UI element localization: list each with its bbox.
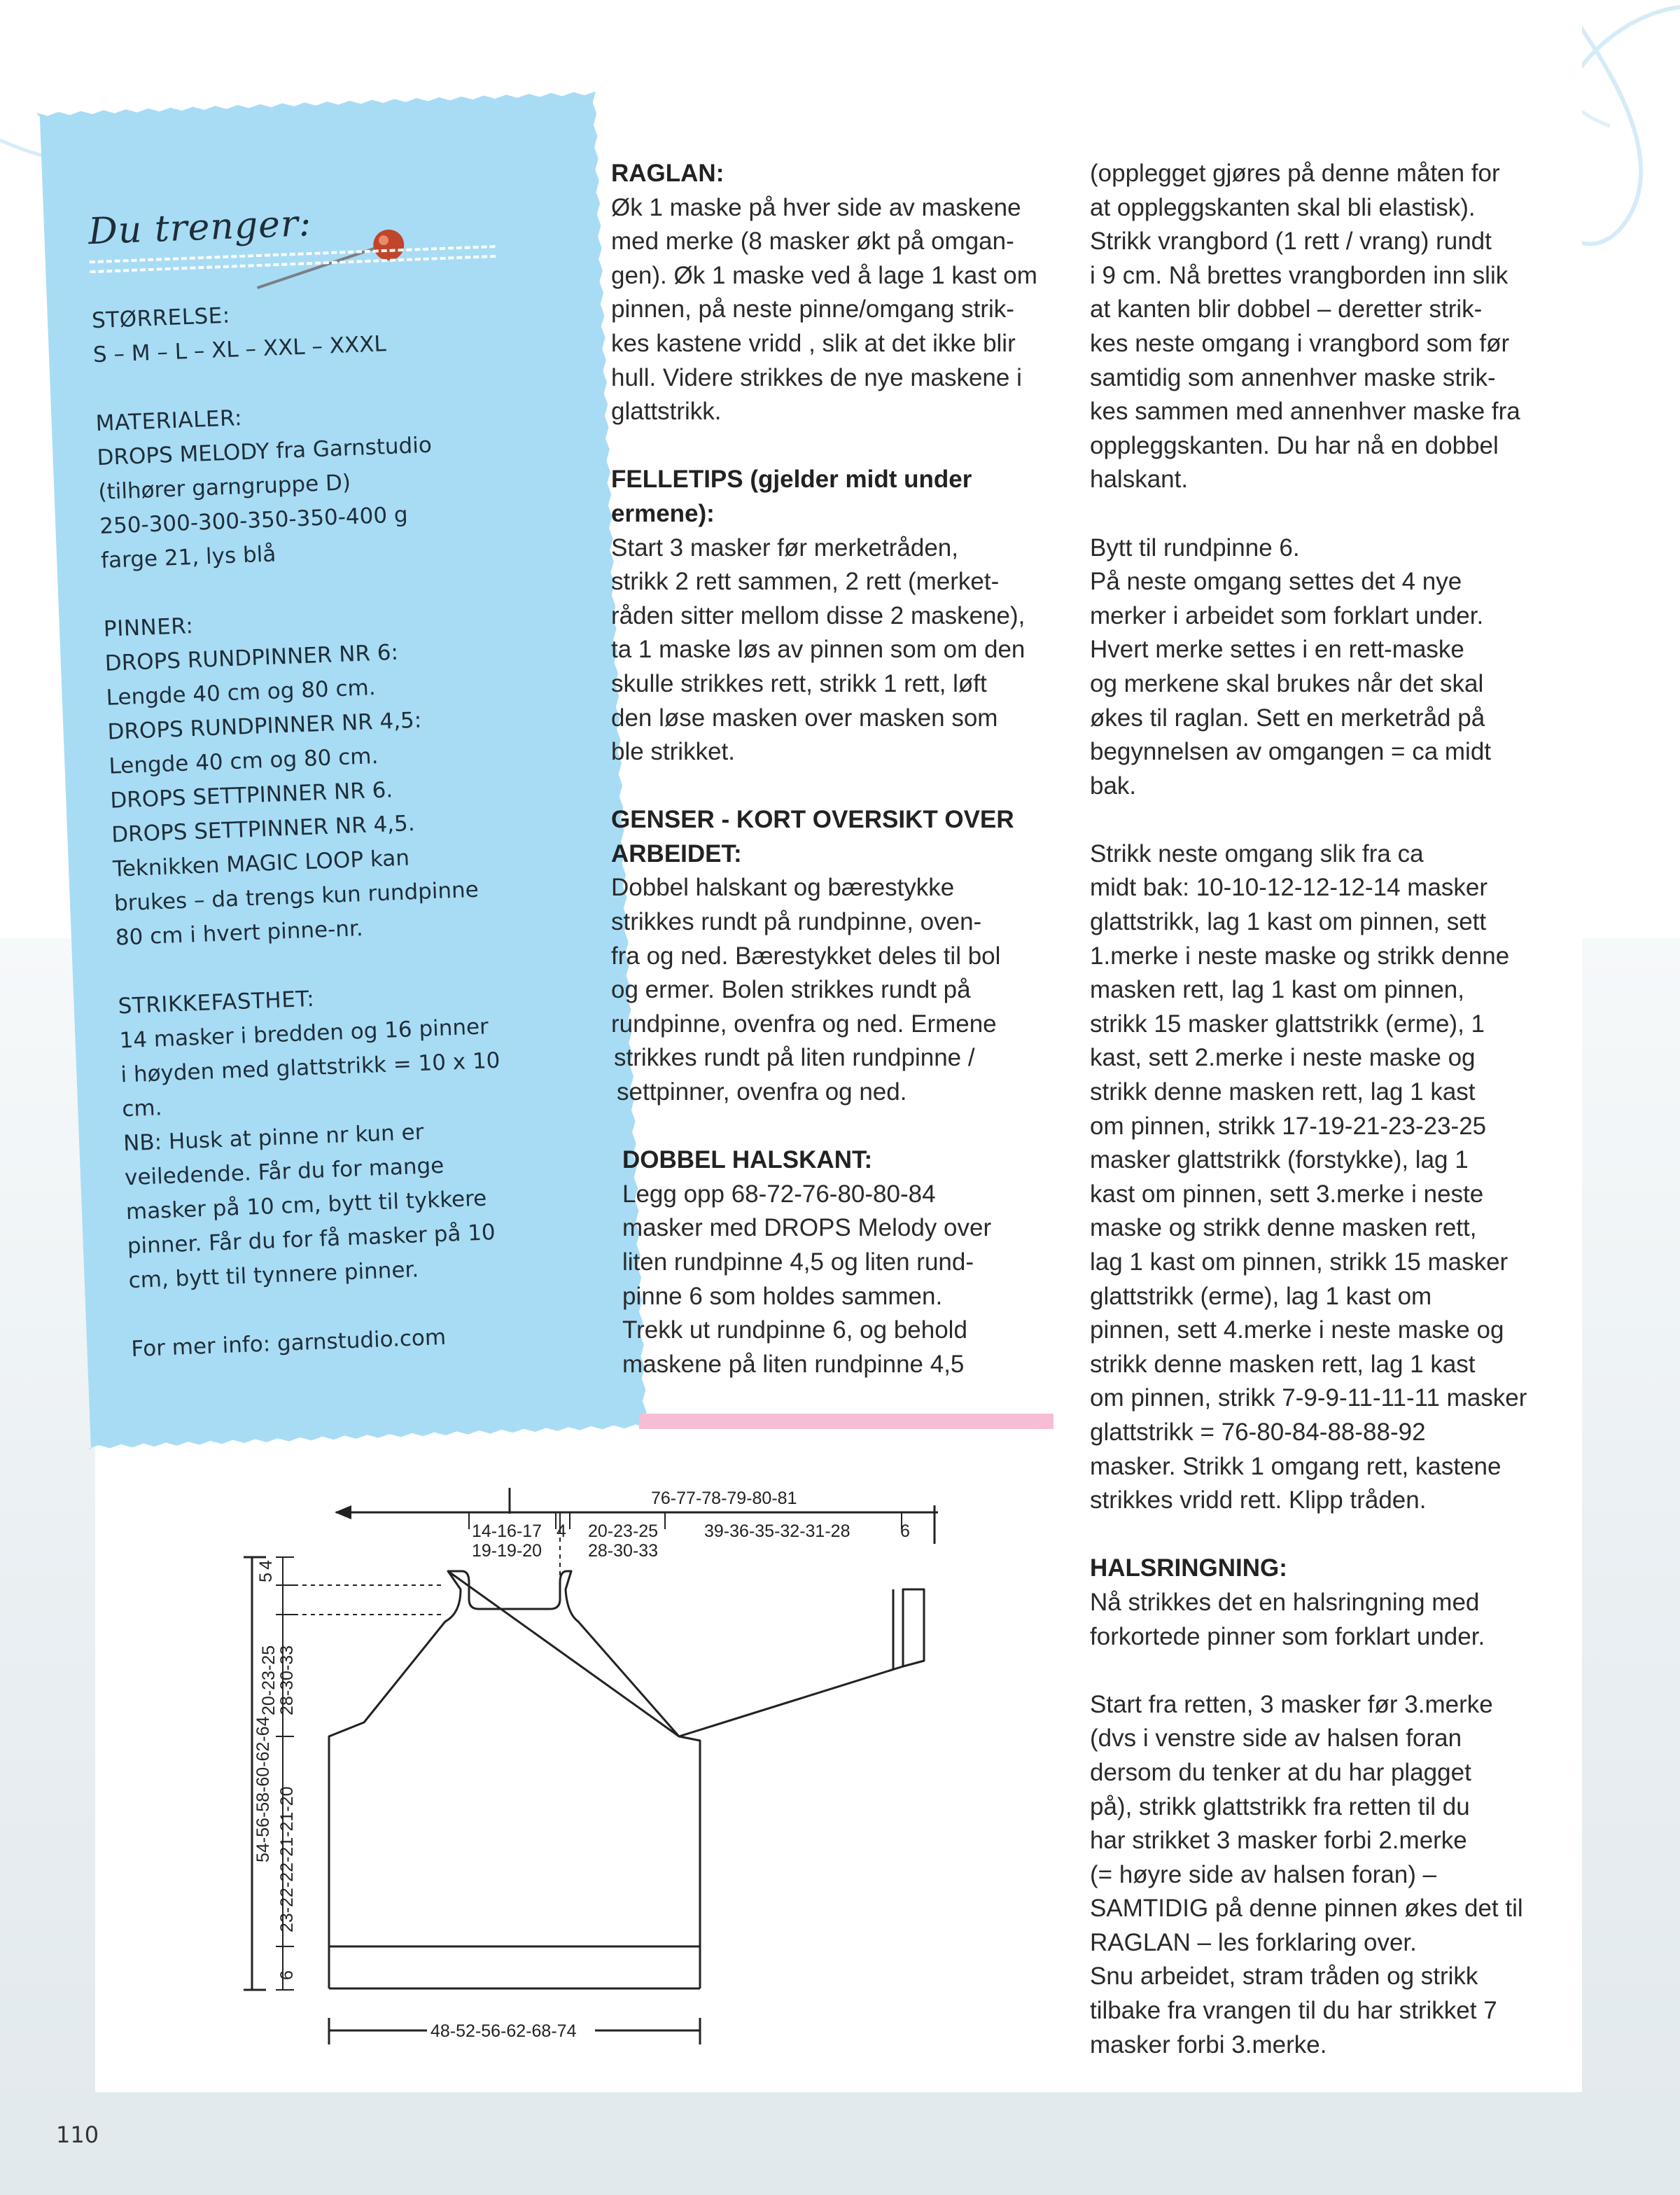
text-line: maskene på liten rundpinne 4,5 <box>622 1350 965 1378</box>
card-section-heading: PINNER: <box>103 613 194 642</box>
dim-yoke-height-b: 28-30-33 <box>277 1645 297 1715</box>
text-line: kes neste omgang i vrangbord som før <box>1090 329 1510 357</box>
text-line: maske og strikk denne masken rett, <box>1090 1214 1477 1242</box>
dim-total-height: 54-56-58-60-62-64 <box>253 1716 273 1862</box>
text-line: merker i arbeidet som forklart under. <box>1090 601 1484 629</box>
card-text-line: Lengde 40 cm og 80 cm. <box>106 675 377 711</box>
text-line: glattstrikk, lag 1 kast om pinnen, sett <box>1090 908 1487 936</box>
text-line: samtidig som annenhver maske strik- <box>1090 363 1496 391</box>
text-line: (dvs i venstre side av halsen foran <box>1090 1724 1462 1752</box>
paragraph-spacer <box>1090 1654 1552 1688</box>
text-line: strikk denne masken rett, lag 1 kast <box>1090 1350 1476 1378</box>
text-line: Trekk ut rundpinne 6, og behold <box>622 1316 967 1344</box>
text-line: 1.merke i neste maske og strikk denne <box>1090 942 1510 970</box>
dim-neck-height-1: 5 <box>256 1573 276 1582</box>
card-text-line: i høyden med glattstrikk = 10 x 10 <box>120 1047 501 1088</box>
dim-yoke-height-a: 20-23-25 <box>259 1645 279 1715</box>
card-text-line: veiledende. Får du for mange <box>124 1152 444 1191</box>
text-line: pinnen, på neste pinne/omgang strik- <box>611 295 1014 323</box>
section-heading: ARBEIDET: <box>611 839 742 867</box>
paragraph-spacer <box>611 1110 1066 1144</box>
text-line: at oppleggskanten skal bli elastisk). <box>1090 193 1476 221</box>
dim-neck-b: 19-19-20 <box>472 1541 542 1561</box>
text-line: (= høyre side av halsen foran) – <box>1090 1860 1437 1888</box>
card-text-line: cm, bytt til tynnere pinner. <box>128 1257 419 1294</box>
card-text-line: DROPS SETTPINNER NR 6. <box>109 777 393 814</box>
text-line: Nå strikkes det en halsringning med <box>1090 1588 1480 1616</box>
card-text-line: (tilhører garngruppe D) <box>97 470 351 506</box>
accent-bar <box>639 1414 1054 1429</box>
text-line: på), strikk glattstrikk fra retten til du <box>1090 1792 1470 1820</box>
card-text-line: masker på 10 cm, bytt til tykkere <box>125 1185 487 1225</box>
text-line: har strikket 3 masker forbi 2.merke <box>1090 1827 1467 1855</box>
text-line: liten rundpinne 4,5 og liten rund- <box>622 1248 974 1276</box>
section-heading: DOBBEL HALSKANT: <box>622 1146 873 1174</box>
text-line: begynnelsen av omgangen = ca midt <box>1090 738 1492 766</box>
text-line: Øk 1 maske på hver side av maskene <box>611 193 1021 221</box>
card-text-line: 250-300-300-350-350-400 g <box>99 502 409 539</box>
dim-bottom-width: 48-52-56-62-68-74 <box>430 2021 577 2041</box>
card-text-line: cm. <box>121 1095 163 1122</box>
section-heading: HALSRINGNING: <box>1090 1554 1287 1582</box>
paragraph-spacer <box>1090 497 1552 531</box>
sweater-schematic <box>238 1484 938 2058</box>
card-title: Du trenger: <box>88 202 313 253</box>
text-line: rundpinne, ovenfra og ned. Ermene <box>611 1010 997 1038</box>
card-text-line: DROPS SETTPINNER NR 4,5. <box>111 811 416 848</box>
section-heading: FELLETIPS (gjelder midt under <box>611 466 972 494</box>
text-line: strikkes vridd rett. Klipp tråden. <box>1090 1486 1427 1514</box>
text-line: Dobbel halskant og bærestykke <box>611 874 955 902</box>
dim-yoke-b: 28-30-33 <box>588 1541 659 1561</box>
card-text-line: DROPS RUNDPINNER NR 4,5: <box>106 707 422 745</box>
text-line: pinne 6 som holdes sammen. <box>622 1282 943 1310</box>
paragraph-spacer <box>1090 1518 1552 1552</box>
text-line: og ermer. Bolen strikkes rundt på <box>611 976 971 1004</box>
card-section-heading: STRIKKEFASTHET: <box>118 986 315 1019</box>
text-line: strikk 2 rett sammen, 2 rett (merket- <box>611 568 1000 596</box>
text-line: kes kastene vridd , slik at det ikke blir <box>611 329 1016 357</box>
text-line: med merke (8 masker økt på omgan- <box>611 228 1014 256</box>
text-line: dersom du tenker at du har plagget <box>1090 1758 1471 1786</box>
section-heading: GENSER - KORT OVERSIKT OVER <box>611 806 1014 834</box>
text-line: kes sammen med annenhver maske fra <box>1090 398 1520 426</box>
section-heading: RAGLAN: <box>611 160 724 187</box>
text-line: masken rett, lag 1 kast om pinnen, <box>1090 976 1464 1004</box>
text-line: glattstrikk. <box>611 398 722 426</box>
text-line: (opplegget gjøres på denne måten for <box>1090 160 1500 187</box>
card-text-line: DROPS RUNDPINNER NR 6: <box>104 639 399 676</box>
text-line: masker. Strikk 1 omgang rett, kastene <box>1090 1452 1502 1480</box>
text-line: Snu arbeidet, stram tråden og strikk <box>1090 1963 1478 1991</box>
text-line: bak. <box>1090 772 1137 800</box>
dim-body-height: 23-22-22-21-21-20 <box>277 1786 297 1932</box>
card-lines <box>91 286 594 1367</box>
dim-yoke-a: 20-23-25 <box>588 1521 659 1541</box>
instructions-column-right <box>1090 157 1552 2062</box>
card-text-line: NB: Husk at pinne nr kun er <box>122 1119 425 1157</box>
card-text-line: 80 cm i hvert pinne-nr. <box>115 916 364 951</box>
arrow-head-icon <box>335 1505 351 1519</box>
text-line: halskant. <box>1090 466 1189 494</box>
text-line: lag 1 kast om pinnen, strikk 15 masker <box>1090 1248 1508 1276</box>
dim-sleeve-length: 39-36-35-32-31-28 <box>704 1521 850 1541</box>
text-line: ta 1 maske løs av pinnen som om den <box>611 636 1026 664</box>
dim-neck-a: 14-16-17 <box>472 1521 542 1541</box>
paragraph-spacer <box>1090 803 1552 837</box>
card-section-heading: STØRRELSE: <box>91 302 231 334</box>
text-line: strikk 15 masker glattstrikk (erme), 1 <box>1090 1010 1485 1038</box>
text-line: kast, sett 2.merke i neste maske og <box>1090 1044 1476 1072</box>
text-line: glattstrikk = 76-80-84-88-88-92 <box>1090 1418 1426 1446</box>
dim-cuff: 6 <box>900 1521 910 1541</box>
card-text-line: brukes – da trengs kun rundpinne <box>113 877 479 917</box>
text-line: Legg opp 68-72-76-80-80-84 <box>622 1180 936 1208</box>
text-line: masker forbi 3.merke. <box>1090 2030 1327 2058</box>
text-line: glattstrikk (erme), lag 1 kast om <box>1090 1282 1432 1310</box>
text-line: pinnen, sett 4.merke i neste maske og <box>1090 1316 1504 1344</box>
text-line: om pinnen, strikk 17-19-21-23-23-25 <box>1090 1112 1487 1140</box>
paragraph-spacer <box>611 769 1066 804</box>
text-line: og merkene skal brukes når det skal <box>1090 669 1484 697</box>
card-section-heading: MATERIALER: <box>95 405 243 437</box>
text-line: Strikk vrangbord (1 rett / vrang) rundt <box>1090 228 1492 256</box>
page-number: 110 <box>56 2121 99 2148</box>
text-line: råden sitter mellom disse 2 maskene), <box>611 601 1026 629</box>
text-line: Start 3 masker før merketråden, <box>611 534 958 562</box>
card-text-line: pinner. Får du for få masker på 10 <box>127 1220 496 1260</box>
dim-top-width: 76-77-78-79-80-81 <box>651 1489 797 1508</box>
text-line: fra og ned. Bærestykket deles til bol <box>611 942 1001 970</box>
text-line: midt bak: 10-10-12-12-12-14 masker <box>1090 874 1488 902</box>
text-line: RAGLAN – les forklaring over. <box>1090 1928 1417 1956</box>
materials-card <box>36 91 648 1449</box>
text-line: gen). Øk 1 maske ved å lage 1 kast om <box>611 261 1037 289</box>
text-line: i 9 cm. Nå brettes vrangborden inn slik <box>1090 261 1508 289</box>
section-heading: ermene): <box>611 499 715 527</box>
paragraph-spacer <box>611 429 1066 464</box>
text-line: skulle strikkes rett, strikk 1 rett, løft <box>611 669 987 697</box>
text-line: den løse masken over masken som <box>611 704 998 732</box>
text-line: masker glattstrikk (forstykke), lag 1 <box>1090 1146 1469 1174</box>
card-text-line: For mer info: garnstudio.com <box>130 1324 447 1363</box>
card-text-line: Lengde 40 cm og 80 cm. <box>108 743 379 779</box>
text-line: forkortede pinner som forklart under. <box>1090 1622 1485 1650</box>
text-line: settpinner, ovenfra og ned. <box>617 1078 907 1106</box>
text-line: hull. Videre strikkes de nye maskene i <box>611 363 1022 391</box>
text-line: Bytt til rundpinne 6. <box>1090 534 1300 562</box>
text-line: kast om pinnen, sett 3.merke i neste <box>1090 1180 1484 1208</box>
text-line: SAMTIDIG på denne pinnen økes det til <box>1090 1895 1523 1923</box>
text-line: oppleggskanten. Du har nå en dobbel <box>1090 431 1499 459</box>
dim-neck-gap: 4 <box>556 1521 566 1541</box>
text-line: strikkes rundt på liten rundpinne / <box>614 1044 975 1072</box>
card-content <box>88 191 594 1367</box>
text-line: Hvert merke settes i en rett-maske <box>1090 636 1464 664</box>
dim-rib-height: 6 <box>277 1970 297 1980</box>
text-line: Start fra retten, 3 masker før 3.merke <box>1090 1690 1493 1718</box>
card-text-line: farge 21, lys blå <box>100 541 276 573</box>
text-line: Strikk neste omgang slik fra ca <box>1090 839 1424 867</box>
text-line: På neste omgang settes det 4 nye <box>1090 568 1462 596</box>
text-line: økes til raglan. Sett en merketråd på <box>1090 704 1485 732</box>
garment-outline <box>329 1571 924 1946</box>
card-text-line: DROPS MELODY fra Garnstudio <box>96 432 433 471</box>
card-text-line: Teknikken MAGIC LOOP kan <box>112 845 410 882</box>
text-line: om pinnen, strikk 7-9-9-11-11-11 masker <box>1090 1384 1527 1412</box>
text-line: masker med DROPS Melody over <box>622 1214 992 1242</box>
text-line: ble strikket. <box>611 738 735 766</box>
dim-neck-height-2: 4 <box>256 1560 276 1570</box>
text-line: at kanten blir dobbel – deretter strik- <box>1090 295 1483 323</box>
text-line: tilbake fra vrangen til du har strikket 7 <box>1090 1997 1497 2025</box>
card-text-line: S – M – L – XL – XXL – XXXL <box>92 331 387 368</box>
card-text-line: 14 masker i bredden og 16 pinner <box>118 1014 489 1054</box>
text-line: strikk denne masken rett, lag 1 kast <box>1090 1078 1476 1106</box>
instructions-column-middle <box>611 157 1066 1381</box>
text-line: strikkes rundt på rundpinne, oven- <box>611 908 982 936</box>
